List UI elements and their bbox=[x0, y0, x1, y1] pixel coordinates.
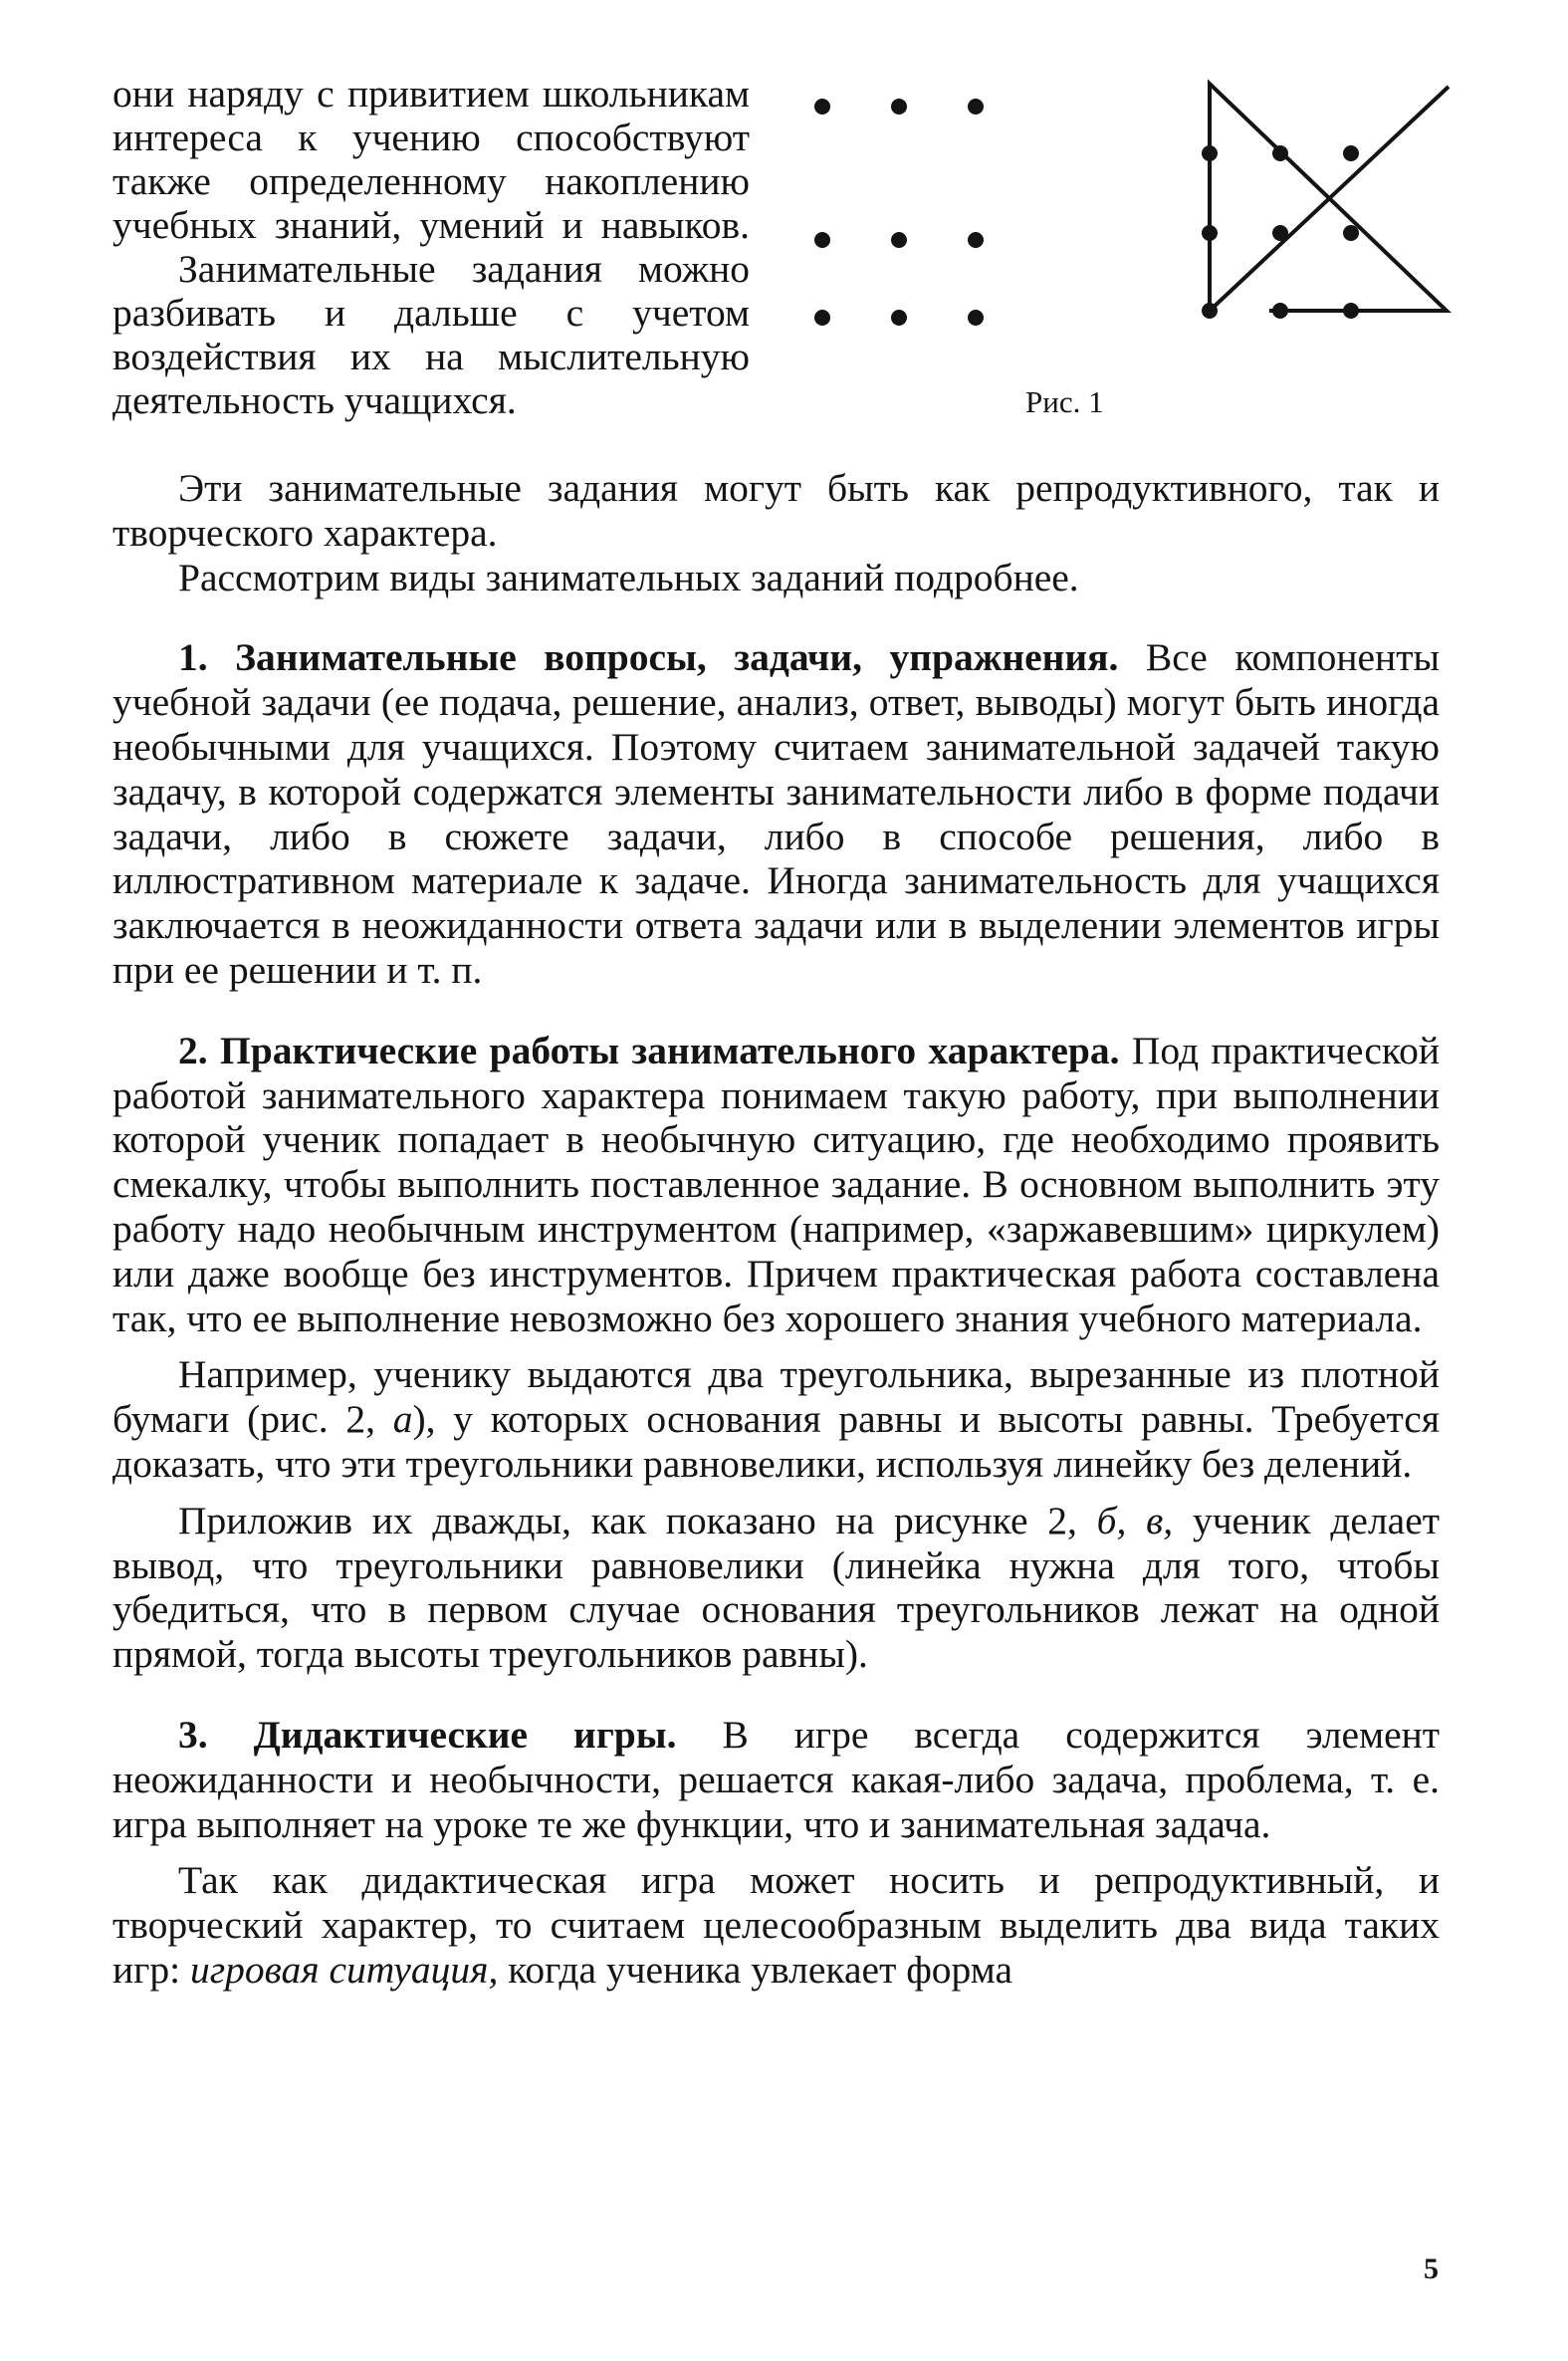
paragraph-example-conclusion bbox=[112, 1499, 1440, 1677]
solution-dot bbox=[1202, 145, 1218, 161]
figure-ref-a: а bbox=[392, 1397, 413, 1442]
solution-dot bbox=[1202, 225, 1218, 241]
section-2-body: Под практической работой занимательного характера понимаем такую работу, при выполнении которой ученик попадает в необычную ситуацию, где необходимо проявить смекалку, чтобы выполнить поставленное задание. В основном выполнить эту работу надо необычным инструментом (например, «заржавевшим» циркулем) или даже вообще без инструментов. Причем практическая работа составлена так, что ее выполнение невозможно без хорошего знания учебного материала. bbox=[112, 1028, 1440, 1340]
grid-dot bbox=[814, 99, 830, 115]
game-types-text-start: Так как дидактическая игра может носить и репродуктивный, и творческий характер, то считаем целесообразным выделить два вида таких игр: bbox=[112, 1858, 1440, 1992]
paragraph-game-types bbox=[112, 1858, 1440, 1992]
figure-1 bbox=[786, 70, 1463, 438]
dot-grid-solution bbox=[1202, 84, 1449, 319]
four-line-path bbox=[1210, 84, 1449, 311]
solution-dot bbox=[1343, 225, 1359, 241]
solution-dot bbox=[1202, 303, 1218, 319]
section-2-paragraph bbox=[112, 1029, 1440, 1341]
grid-dot bbox=[891, 232, 907, 248]
game-situation-term: игровая ситуация, bbox=[189, 1947, 499, 1992]
solution-dot bbox=[1272, 225, 1288, 241]
figure-1-caption: Рис. 1 bbox=[1025, 384, 1104, 419]
intro-paragraph-tasks: Занимательные задания можно разбивать и дальше с учетом воздействия их на мыслительную деятельность учащихся. bbox=[112, 247, 750, 422]
section-1-body: Все компоненты учебной задачи (ее подача, решение, анализ, ответ, выводы) могут быть иногда необычными для учащихся. Поэтому считаем занимательной задачей такую задачу, в которой содержатся элементы занимательности либо в форме подачи задачи, либо в сюжете задачи, либо в способе решения, либо в иллюстративном материале к задаче. Иногда занимательность для учащихся заключается в неожиданности ответа задачи или в выделении элементов игры при ее решении и т. п. bbox=[112, 635, 1440, 992]
paragraph-example-triangles bbox=[112, 1352, 1440, 1486]
section-1-paragraph bbox=[112, 635, 1440, 992]
intro-paragraph-continued: они наряду с привитием школьникам интереса к учению способствуют также определенному накоплению учебных знаний, умений и навыков. bbox=[112, 72, 750, 247]
paragraph-task-types: Эти занимательные задания могут быть как репродуктивного, так и творческого характера. bbox=[112, 466, 1440, 555]
paragraph-overview: Рассмотрим виды занимательных заданий подробнее. bbox=[178, 555, 1079, 599]
grid-dot bbox=[814, 310, 830, 326]
solution-dot bbox=[1343, 145, 1359, 161]
figure-ref-b-v: б, в, bbox=[1096, 1498, 1174, 1542]
section-2-heading: 2. Практические работы занимательного характера. bbox=[178, 1028, 1120, 1072]
grid-dot bbox=[968, 232, 984, 248]
section-1-heading: 1. Занимательные вопросы, задачи, упражнения. bbox=[178, 635, 1119, 680]
grid-dot bbox=[968, 99, 984, 115]
main-text bbox=[112, 466, 1440, 1993]
example-text-start: Например, ученику выдаются два треугольника, вырезанные из плотной бумаги (рис. 2, bbox=[112, 1352, 1440, 1442]
section-3-paragraph bbox=[112, 1713, 1440, 1846]
intro-text-column bbox=[112, 72, 750, 422]
section-3-body: В игре всегда содержится элемент неожиданности и необычности, решается какая-либо задача, проблема, т. е. игра выполняет на уроке те же функции, что и занимательная задача. bbox=[112, 1712, 1441, 1846]
figure-1-drawing bbox=[786, 70, 1463, 378]
game-types-text-end: когда ученика увлекает форма bbox=[498, 1947, 1012, 1992]
conclusion-text-start: Приложив их дважды, как показано на рисунке 2, bbox=[178, 1498, 1097, 1542]
section-3-heading: 3. Дидактические игры. bbox=[178, 1712, 677, 1757]
grid-dot bbox=[814, 232, 830, 248]
dot-grid bbox=[814, 99, 984, 326]
solution-dot bbox=[1272, 145, 1288, 161]
solution-dot bbox=[1272, 303, 1288, 319]
page-number: 5 bbox=[1424, 2252, 1439, 2285]
conclusion-text-end: ученик делает вывод, что треугольники равновелики (линейка нужна для того, чтобы убедиться, что в первом случае основания треугольников лежат на одной прямой, тогда высоты треугольников равны). bbox=[112, 1498, 1440, 1677]
grid-dot bbox=[891, 99, 907, 115]
grid-dot bbox=[891, 310, 907, 326]
grid-dot bbox=[968, 310, 984, 326]
example-text-end: ), у которых основания равны и высоты равны. Требуется доказать, что эти треугольники равновелики, используя линейку без делений. bbox=[112, 1397, 1440, 1486]
solution-dot bbox=[1343, 303, 1359, 319]
